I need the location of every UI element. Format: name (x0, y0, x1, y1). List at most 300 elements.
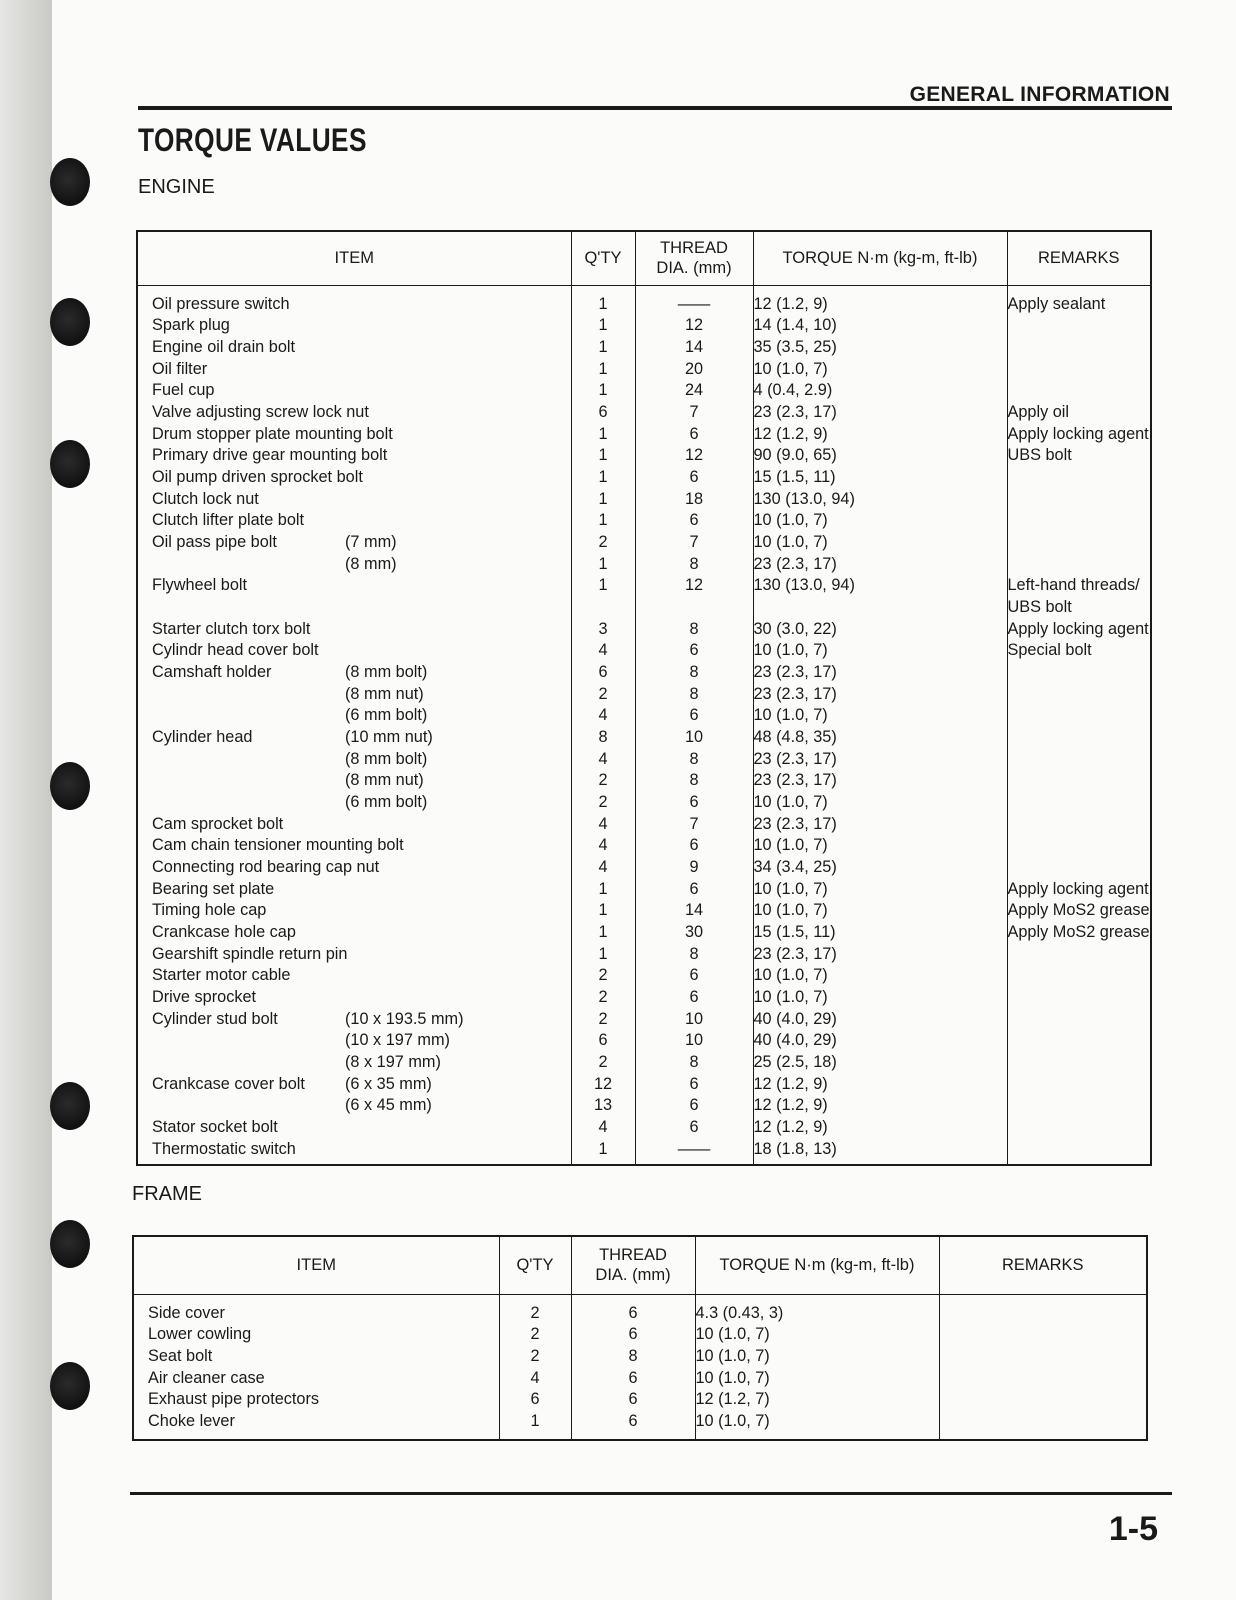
engine-row-thread: 14 (684, 337, 704, 356)
engine-row-item (138, 575, 571, 597)
engine-item-name: Cylinder head (152, 727, 253, 746)
engine-row-item (138, 1117, 571, 1139)
frame-row-thread: 6 (628, 1303, 638, 1322)
engine-row-thread: 7 (689, 402, 699, 421)
engine-row-item (138, 640, 571, 662)
engine-item-size: (8 mm nut) (345, 771, 424, 790)
engine-row-thread: 12 (684, 446, 704, 465)
engine-item-name: Timing hole cap (152, 901, 267, 920)
engine-row-remarks (1008, 337, 1151, 359)
engine-row-remarks (1008, 1009, 1151, 1031)
engine-row-torque: 23 (2.3, 17) (753, 554, 837, 573)
engine-row-item (138, 359, 571, 381)
frame-item-name: Lower cowling (148, 1325, 252, 1344)
frame-item-name: Air cleaner case (148, 1368, 265, 1387)
engine-item-name: Drum stopper plate mounting bolt (152, 424, 393, 443)
engine-row-qty: 2 (598, 1009, 608, 1028)
col-header-qty: Q'TY (499, 1236, 571, 1294)
engine-row-torque: 35 (3.5, 25) (753, 337, 837, 356)
engine-row-torque: 10 (1.0, 7) (753, 359, 828, 378)
frame-row-qty: 2 (530, 1325, 540, 1344)
engine-row-remarks (1008, 770, 1151, 792)
engine-row-torque: 40 (4.0, 29) (753, 1031, 837, 1050)
engine-row-item (138, 900, 571, 922)
engine-row-thread: —— (677, 294, 711, 313)
engine-item-name: Oil pump driven sprocket bolt (152, 467, 363, 486)
engine-row-qty: 4 (598, 857, 608, 876)
engine-item-name: Starter clutch torx bolt (152, 619, 311, 638)
engine-row-torque: 23 (2.3, 17) (753, 814, 837, 833)
frame-row-remarks (940, 1324, 1147, 1346)
engine-row-item (138, 1095, 571, 1117)
engine-row-item (138, 922, 571, 944)
engine-row-qty: 1 (598, 879, 608, 898)
engine-item-name: Primary drive gear mounting bolt (152, 446, 388, 465)
engine-row-remarks (1008, 1117, 1151, 1139)
frame-row-qty: 2 (530, 1346, 540, 1365)
engine-row-remarks (1008, 380, 1151, 402)
frame-row-remarks (940, 1368, 1147, 1390)
punch-hole (50, 440, 90, 488)
engine-row-remarks: Apply oil (1007, 402, 1070, 421)
engine-row-torque: 48 (4.8, 35) (753, 727, 837, 746)
engine-row-qty (572, 597, 635, 619)
engine-item-size: (8 mm bolt) (345, 749, 428, 768)
engine-item-name: Oil pressure switch (152, 294, 290, 313)
engine-row-thread: 6 (689, 467, 699, 486)
frame-thread-column (571, 1294, 695, 1440)
engine-torque-column (753, 285, 1007, 1165)
engine-row-remarks (1008, 1030, 1151, 1052)
engine-row-item (138, 554, 571, 576)
section-header: GENERAL INFORMATION (909, 83, 1170, 106)
engine-item-name: Crankcase hole cap (152, 922, 296, 941)
engine-row-thread: 7 (689, 814, 699, 833)
frame-row-torque: 4.3 (0.43, 3) (695, 1303, 784, 1322)
frame-row-thread: 6 (628, 1325, 638, 1344)
engine-row-thread: 6 (689, 641, 699, 660)
header-rule (138, 106, 1172, 110)
engine-row-item (138, 489, 571, 511)
engine-row-remarks (1008, 705, 1151, 727)
frame-row-qty: 2 (530, 1303, 540, 1322)
engine-item-name: Starter motor cable (152, 966, 291, 985)
engine-row-item (138, 337, 571, 359)
engine-row-item (138, 879, 571, 901)
engine-row-item (138, 1009, 571, 1031)
engine-row-remarks (1008, 359, 1151, 381)
engine-row-remarks (1008, 467, 1151, 489)
engine-item-size: (6 mm bolt) (345, 792, 428, 811)
engine-row-item (138, 835, 571, 857)
frame-row-remarks (940, 1346, 1147, 1368)
engine-row-qty: 4 (598, 641, 608, 660)
engine-row-item (138, 619, 571, 641)
engine-row-torque: 23 (2.3, 17) (753, 662, 837, 681)
engine-item-size: (10 x 193.5 mm) (345, 1009, 464, 1028)
engine-row-thread: 6 (689, 511, 699, 530)
engine-row-qty: 2 (598, 988, 608, 1006)
engine-row-remarks (1008, 944, 1151, 966)
engine-row-qty: 3 (598, 619, 608, 638)
col-header-remarks: REMARKS (1007, 231, 1151, 285)
engine-row-torque: 23 (2.3, 17) (753, 771, 837, 790)
engine-row-remarks: Left-hand threads/ (1007, 576, 1140, 595)
engine-row-remarks (1008, 554, 1151, 576)
engine-row-thread: 9 (689, 857, 699, 876)
frame-row-item (134, 1303, 499, 1325)
frame-row-item (134, 1346, 499, 1368)
frame-row-torque: 12 (1.2, 7) (695, 1390, 770, 1409)
engine-item-size: (6 mm bolt) (345, 706, 428, 725)
frame-item-name: Seat bolt (148, 1346, 213, 1365)
engine-item-name: Camshaft holder (152, 662, 272, 681)
engine-item-name: Bearing set plate (152, 879, 275, 898)
col-header-item: ITEM (137, 231, 571, 285)
engine-row-remarks: Apply sealant (1007, 294, 1106, 313)
engine-row-torque (754, 597, 1007, 619)
engine-row-item (138, 597, 571, 619)
engine-row-thread: 8 (689, 554, 699, 573)
engine-row-item (138, 965, 571, 987)
engine-row-torque: 23 (2.3, 17) (753, 402, 837, 421)
engine-row-qty: 6 (598, 402, 608, 421)
engine-row-qty: 8 (598, 727, 608, 746)
engine-row-torque: 25 (2.5, 18) (753, 1053, 837, 1072)
engine-row-torque: 30 (3.0, 22) (753, 619, 837, 638)
frame-torque-table (132, 1235, 1148, 1441)
frame-section-label: FRAME (132, 1183, 202, 1205)
engine-row-torque: 12 (1.2, 9) (753, 424, 828, 443)
engine-row-remarks (1008, 987, 1151, 1009)
page-number: 1-5 (1108, 1510, 1158, 1548)
engine-item-size: (8 mm nut) (345, 684, 424, 703)
engine-row-remarks (1008, 532, 1151, 554)
engine-row-thread: 8 (689, 1053, 699, 1072)
engine-item-size: (10 x 197 mm) (345, 1031, 450, 1050)
engine-row-qty: 6 (598, 662, 608, 681)
engine-row-qty: 1 (598, 294, 608, 313)
engine-row-thread: —— (677, 1139, 711, 1158)
engine-row-thread: 10 (684, 1009, 704, 1028)
engine-row-remarks (1008, 965, 1151, 987)
engine-row-torque: 10 (1.0, 7) (753, 966, 828, 985)
engine-row-qty: 1 (598, 467, 608, 486)
engine-row-qty: 4 (598, 814, 608, 833)
engine-row-item (138, 814, 571, 836)
frame-row-torque: 10 (1.0, 7) (695, 1325, 770, 1344)
engine-row-torque: 23 (2.3, 17) (753, 749, 837, 768)
engine-row-qty: 12 (593, 1074, 613, 1093)
frame-row-remarks (940, 1303, 1147, 1325)
engine-row-remarks (1008, 835, 1151, 857)
punch-hole (50, 1082, 90, 1130)
engine-row-qty: 1 (598, 359, 608, 378)
engine-row-remarks: Apply locking agent (1007, 619, 1149, 638)
engine-item-name: Drive sprocket (152, 988, 257, 1006)
engine-row-torque: 10 (1.0, 7) (753, 706, 828, 725)
frame-row-thread: 8 (628, 1346, 638, 1365)
engine-row-qty: 1 (598, 381, 608, 400)
engine-item-size: (10 mm nut) (345, 727, 433, 746)
engine-row-thread: 8 (689, 749, 699, 768)
engine-row-qty: 1 (598, 1139, 608, 1158)
engine-row-qty: 13 (593, 1096, 613, 1115)
engine-row-remarks (1008, 749, 1151, 771)
frame-item-name: Exhaust pipe protectors (148, 1390, 320, 1409)
engine-row-qty: 1 (598, 554, 608, 573)
engine-row-item (138, 857, 571, 879)
engine-item-name: Thermostatic switch (152, 1139, 296, 1158)
frame-item-column (133, 1294, 499, 1440)
engine-row-thread: 10 (684, 727, 704, 746)
frame-remarks-column (939, 1294, 1147, 1440)
engine-row-remarks (1008, 1139, 1151, 1161)
engine-row-torque: 12 (1.2, 9) (753, 1074, 828, 1093)
engine-item-size: (8 mm bolt) (345, 662, 428, 681)
engine-row-thread: 8 (689, 944, 699, 963)
engine-row-item (138, 944, 571, 966)
engine-row-remarks (1008, 489, 1151, 511)
engine-item-name: Stator socket bolt (152, 1118, 278, 1137)
col-header-remarks: REMARKS (939, 1236, 1147, 1294)
engine-row-torque: 90 (9.0, 65) (753, 446, 837, 465)
engine-item-name: Connecting rod bearing cap nut (152, 857, 380, 876)
engine-row-remarks (1008, 814, 1151, 836)
engine-row-torque: 14 (1.4, 10) (753, 316, 837, 335)
engine-row-remarks: Apply MoS2 grease (1007, 901, 1150, 920)
engine-row-torque: 10 (1.0, 7) (753, 532, 828, 551)
punch-hole (50, 1220, 90, 1268)
engine-row-qty: 1 (598, 424, 608, 443)
engine-row-thread: 24 (684, 381, 704, 400)
engine-row-qty: 4 (598, 836, 608, 855)
engine-row-qty: 4 (598, 749, 608, 768)
col-header-torque: TORQUE N·m (kg-m, ft-lb) (753, 231, 1007, 285)
engine-row-qty: 2 (598, 684, 608, 703)
frame-row-remarks (940, 1411, 1147, 1433)
binder-margin (0, 0, 52, 1600)
engine-section-label: ENGINE (138, 176, 215, 198)
engine-item-size: (6 x 35 mm) (345, 1074, 432, 1093)
page-title: TORQUE VALUES (138, 122, 367, 158)
frame-row-torque: 10 (1.0, 7) (695, 1368, 770, 1387)
engine-row-qty: 4 (598, 706, 608, 725)
engine-row-torque: 10 (1.0, 7) (753, 988, 828, 1006)
engine-item-name: Oil filter (152, 359, 208, 378)
engine-row-qty: 2 (598, 771, 608, 790)
engine-row-qty: 2 (598, 532, 608, 551)
engine-row-torque: 10 (1.0, 7) (753, 901, 828, 920)
engine-row-remarks: UBS bolt (1007, 446, 1072, 465)
engine-row-torque: 10 (1.0, 7) (753, 641, 828, 660)
engine-row-torque: 40 (4.0, 29) (753, 1009, 837, 1028)
engine-row-torque: 23 (2.3, 17) (753, 684, 837, 703)
frame-row-qty: 6 (530, 1390, 540, 1409)
engine-row-remarks (1008, 1052, 1151, 1074)
engine-torque-table (136, 230, 1152, 1166)
engine-row-item (138, 684, 571, 706)
engine-item-name: Flywheel bolt (152, 576, 248, 595)
engine-item-size: (8 x 197 mm) (345, 1053, 441, 1072)
engine-row-qty: 2 (598, 1053, 608, 1072)
engine-row-remarks: Apply locking agent (1007, 879, 1149, 898)
engine-row-item (138, 1074, 571, 1096)
engine-item-name: Spark plug (152, 316, 230, 335)
engine-row-thread (636, 597, 753, 619)
engine-row-torque: 34 (3.4, 25) (753, 857, 837, 876)
engine-item-name: Engine oil drain bolt (152, 337, 296, 356)
engine-item-size: (7 mm) (345, 532, 397, 551)
frame-row-item (134, 1368, 499, 1390)
punch-hole (50, 1362, 90, 1410)
engine-row-thread: 6 (689, 1074, 699, 1093)
frame-row-thread: 6 (628, 1390, 638, 1409)
engine-row-remarks: Apply MoS2 grease (1007, 922, 1150, 941)
frame-qty-column (499, 1294, 571, 1440)
engine-row-qty: 1 (598, 944, 608, 963)
engine-row-remarks (1008, 315, 1151, 337)
engine-row-torque: 12 (1.2, 9) (753, 1096, 828, 1115)
engine-row-remarks (1008, 1074, 1151, 1096)
engine-row-qty: 1 (598, 511, 608, 530)
engine-row-torque: 130 (13.0, 94) (753, 489, 855, 508)
col-header-qty: Q'TY (571, 231, 635, 285)
col-header-thread: THREAD DIA. (mm) (571, 1236, 695, 1294)
engine-row-thread: 12 (684, 576, 704, 595)
frame-row-remarks (940, 1389, 1147, 1411)
frame-row-qty: 4 (530, 1368, 540, 1387)
engine-row-thread: 6 (689, 1118, 699, 1137)
engine-row-qty: 6 (598, 1031, 608, 1050)
engine-row-item (138, 467, 571, 489)
frame-row-item (134, 1389, 499, 1411)
engine-qty-column (571, 285, 635, 1165)
engine-row-item (138, 445, 571, 467)
engine-row-torque: 10 (1.0, 7) (753, 836, 828, 855)
frame-item-name: Side cover (148, 1303, 225, 1322)
engine-row-qty: 1 (598, 901, 608, 920)
engine-row-thread: 8 (689, 684, 699, 703)
col-header-item: ITEM (133, 1236, 499, 1294)
engine-row-qty: 1 (598, 576, 608, 595)
engine-row-item (138, 532, 571, 554)
engine-row-qty: 1 (598, 337, 608, 356)
engine-item-name: Clutch lock nut (152, 489, 259, 508)
engine-row-item (138, 315, 571, 337)
engine-row-qty: 1 (598, 489, 608, 508)
punch-hole (50, 158, 90, 206)
engine-row-item (138, 294, 571, 316)
engine-row-qty: 1 (598, 922, 608, 941)
engine-remarks-column (1007, 285, 1151, 1165)
engine-row-torque: 15 (1.5, 11) (753, 922, 836, 941)
engine-row-item (138, 402, 571, 424)
engine-row-torque: 12 (1.2, 9) (753, 1118, 828, 1137)
engine-row-torque: 18 (1.8, 13) (753, 1139, 837, 1158)
engine-item-name: Cylinder stud bolt (152, 1009, 278, 1028)
footer-rule (130, 1492, 1172, 1495)
engine-row-thread: 7 (689, 532, 699, 551)
engine-row-remarks (1008, 727, 1151, 749)
frame-row-thread: 6 (628, 1368, 638, 1387)
frame-torque-column (695, 1294, 939, 1440)
col-header-thread: THREAD DIA. (mm) (635, 231, 753, 285)
engine-row-thread: 6 (689, 1096, 699, 1115)
engine-row-remarks (1008, 792, 1151, 814)
frame-row-torque: 10 (1.0, 7) (695, 1411, 770, 1430)
engine-item-name: Valve adjusting screw lock nut (152, 402, 369, 421)
engine-row-thread: 8 (689, 662, 699, 681)
engine-row-thread: 8 (689, 771, 699, 790)
engine-item-name: Fuel cup (152, 381, 215, 400)
engine-row-item (138, 380, 571, 402)
engine-row-thread: 30 (684, 922, 704, 941)
engine-row-item (138, 792, 571, 814)
engine-item-column (137, 285, 571, 1165)
engine-row-item (138, 1030, 571, 1052)
engine-row-thread: 14 (684, 901, 704, 920)
engine-row-remarks (1008, 684, 1151, 706)
engine-row-thread: 6 (689, 836, 699, 855)
punch-hole (50, 298, 90, 346)
engine-row-torque: 12 (1.2, 9) (753, 294, 828, 313)
engine-row-torque: 23 (2.3, 17) (753, 944, 837, 963)
engine-row-thread: 6 (689, 966, 699, 985)
engine-item-name: Crankcase cover bolt (152, 1074, 305, 1093)
engine-row-qty: 4 (598, 1118, 608, 1137)
engine-row-thread: 18 (684, 489, 704, 508)
engine-item-name: Gearshift spindle return pin (152, 944, 348, 963)
engine-row-torque: 10 (1.0, 7) (753, 792, 828, 811)
engine-row-remarks (1008, 510, 1151, 532)
frame-row-qty: 1 (530, 1411, 540, 1430)
engine-item-name: Cam chain tensioner mounting bolt (152, 836, 404, 855)
engine-row-torque: 10 (1.0, 7) (753, 511, 828, 530)
engine-row-thread: 6 (689, 879, 699, 898)
engine-row-remarks (1008, 1095, 1151, 1117)
engine-row-item (138, 424, 571, 446)
engine-item-size: (6 x 45 mm) (345, 1096, 432, 1115)
engine-row-thread: 12 (684, 316, 704, 335)
engine-row-torque: 130 (13.0, 94) (753, 576, 855, 595)
engine-row-torque: 10 (1.0, 7) (753, 879, 828, 898)
engine-row-torque: 4 (0.4, 2.9) (753, 381, 833, 400)
engine-row-item (138, 987, 571, 1009)
engine-item-name: Cylindr head cover bolt (152, 641, 319, 660)
engine-row-item (138, 727, 571, 749)
engine-row-qty: 1 (598, 316, 608, 335)
frame-item-name: Choke lever (148, 1411, 235, 1430)
engine-row-thread: 6 (689, 706, 699, 725)
engine-row-item (138, 1139, 571, 1161)
engine-row-thread: 8 (689, 619, 699, 638)
engine-row-item (138, 662, 571, 684)
engine-row-item (138, 1052, 571, 1074)
engine-row-thread: 20 (684, 359, 704, 378)
engine-row-item (138, 749, 571, 771)
engine-item-name: Oil pass pipe bolt (152, 532, 277, 551)
engine-thread-column (635, 285, 753, 1165)
engine-row-thread: 6 (689, 424, 699, 443)
engine-row-remarks (1008, 662, 1151, 684)
engine-row-remarks: Special bolt (1007, 641, 1092, 660)
engine-row-torque: 15 (1.5, 11) (753, 467, 836, 486)
frame-row-torque: 10 (1.0, 7) (695, 1346, 770, 1365)
col-header-torque: TORQUE N·m (kg-m, ft-lb) (695, 1236, 939, 1294)
frame-row-thread: 6 (628, 1411, 638, 1430)
engine-row-remarks: Apply locking agent (1007, 424, 1149, 443)
